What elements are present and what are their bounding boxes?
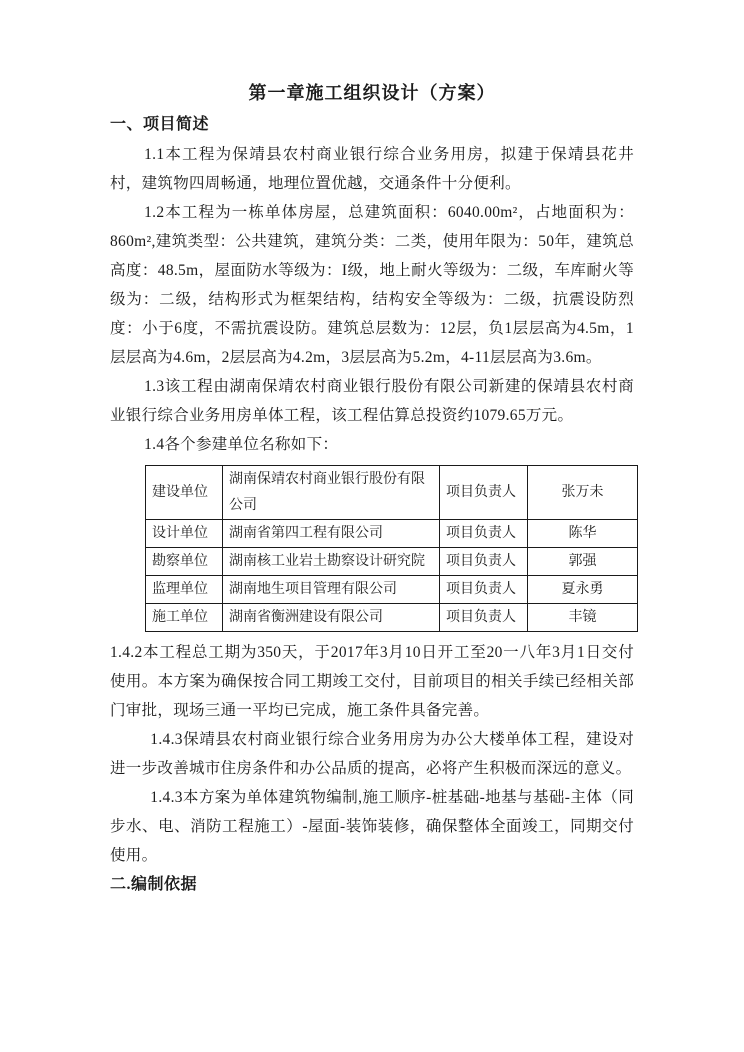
pm-name-cell: 郭强 <box>528 548 638 576</box>
pm-label-cell: 项目负责人 <box>440 604 528 632</box>
paragraph-1-4-2: 1.4.2本工程总工期为350天，于2017年3月10日开工至20一八年3月1日交付使用。本方案为确保按合同工期竣工交付，目前项目的相关手续已经相关部门审批，现场三通一平均已完成，施工条件具备完善。 <box>110 644 634 719</box>
participants-table <box>145 465 638 632</box>
table-row-survey-unit <box>146 548 638 576</box>
unit-role-cell: 设计单位 <box>146 520 223 548</box>
unit-name-cell: 湖南地生项目管理有限公司 <box>223 576 440 604</box>
pm-name-cell: 陈华 <box>528 520 638 548</box>
table-row-construction-unit <box>146 466 638 520</box>
table-row-contractor-unit <box>146 604 638 632</box>
pm-label-cell: 项目负责人 <box>440 548 528 576</box>
paragraph-1-1: 1.1本工程为保靖县农村商业银行综合业务用房，拟建于保靖县花井村，建筑物四周畅通，地理位置优越，交通条件十分便利。 <box>110 146 634 192</box>
pm-name-cell: 张万未 <box>528 466 638 520</box>
pm-label-cell: 项目负责人 <box>440 576 528 604</box>
chapter-title: 第一章施工组织设计（方案） <box>248 83 496 103</box>
paragraph-1-2: 1.2本工程为一栋单体房屋，总建筑面积：6040.00m²，占地面积为：860m²,建筑类型：公共建筑，建筑分类：二类，使用年限为：50年，建筑总高度：48.5m，屋面防水等级为：I级，地上耐火等级为：二级，车库耐火等级为：二级，结构形式为框架结构，结构安全等级为：二级，抗震设防烈度：小于6度，不需抗震设防。建筑总层数为：12层，负1层层高为4.5m，1层层高为4.6m，2层层高为4.2m，3层层高为5.2m，4-11层层高为3.6m。 <box>110 204 634 366</box>
pm-name-cell: 夏永勇 <box>528 576 638 604</box>
unit-name-cell: 湖南核工业岩土勘察设计研究院 <box>223 548 440 576</box>
unit-name-cell: 湖南省第四工程有限公司 <box>223 520 440 548</box>
paragraph-1-4-3-a: 1.4.3保靖县农村商业银行综合业务用房为办公大楼单体工程，建设对进一步改善城市住房条件和办公品质的提高，必将产生积极而深远的意义。 <box>110 731 634 777</box>
paragraph-1-3: 1.3该工程由湖南保靖农村商业银行股份有限公司新建的保靖县农村商业银行综合业务用房单体工程，该工程估算总投资约1079.65万元。 <box>110 378 634 424</box>
paragraph-1-4-3-b: 1.4.3本方案为单体建筑物编制,施工顺序-桩基础-地基与基础-主体（同步水、电、消防工程施工）-屋面-装饰装修，确保整体全面竣工，同期交付使用。 <box>110 789 634 864</box>
section-1-heading: 一、项目简述 <box>110 116 210 133</box>
table-row-design-unit <box>146 520 638 548</box>
unit-name-cell: 湖南保靖农村商业银行股份有限公司 <box>223 466 440 520</box>
pm-label-cell: 项目负责人 <box>440 466 528 520</box>
unit-role-cell: 勘察单位 <box>146 548 223 576</box>
unit-role-cell: 建设单位 <box>146 466 223 520</box>
unit-role-cell: 施工单位 <box>146 604 223 632</box>
section-2-heading: 二.编制依据 <box>110 876 198 893</box>
unit-role-cell: 监理单位 <box>146 576 223 604</box>
pm-label-cell: 项目负责人 <box>440 520 528 548</box>
paragraph-1-4: 1.4各个参建单位名称如下： <box>144 436 339 453</box>
unit-name-cell: 湖南省衡洲建设有限公司 <box>223 604 440 632</box>
table-row-supervision-unit <box>146 576 638 604</box>
pm-name-cell: 丰镜 <box>528 604 638 632</box>
